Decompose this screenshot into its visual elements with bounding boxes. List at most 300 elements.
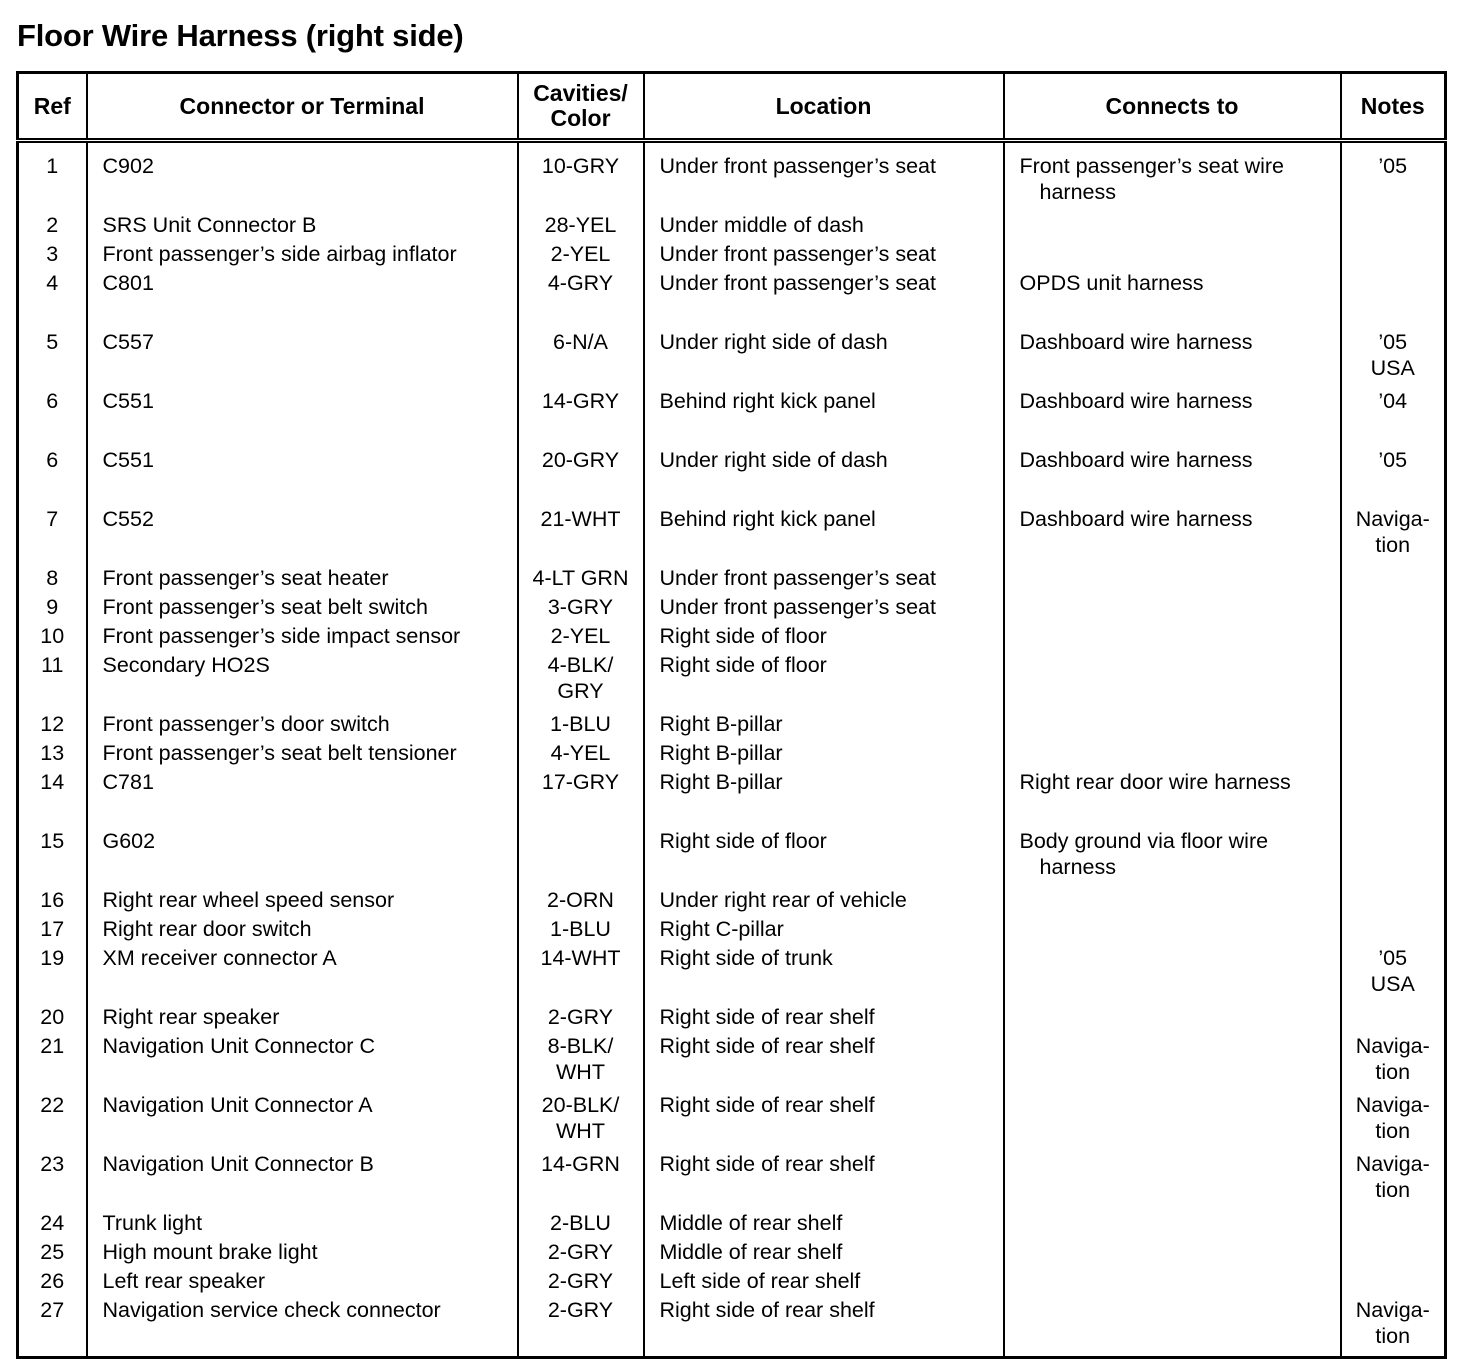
notes-cell — [1341, 565, 1446, 594]
connects-to-value: OPDS unit harness — [1019, 271, 1204, 295]
table-row — [18, 711, 1446, 740]
location-value: Right side of floor — [659, 829, 827, 853]
location-value: Right B-pillar — [659, 741, 783, 765]
connector-cell — [87, 447, 518, 506]
location-value: Right side of trunk — [659, 946, 833, 970]
location-value: Middle of rear shelf — [659, 1211, 843, 1235]
connector-cell — [87, 270, 518, 329]
connects-to-cell — [1004, 1092, 1341, 1151]
location-cell — [644, 652, 1004, 711]
table-row — [18, 1151, 1446, 1210]
ref-value: 3 — [46, 242, 59, 266]
notes-cell — [1341, 916, 1446, 945]
ref-cell — [18, 652, 87, 711]
location-cell — [644, 1210, 1004, 1239]
table-row — [18, 1210, 1446, 1239]
connects-to-cell — [1004, 711, 1341, 740]
ref-cell — [18, 623, 87, 652]
ref-value: 1 — [46, 154, 59, 178]
connects-to-cell — [1004, 740, 1341, 769]
cavities-value: 17-GRY — [541, 770, 620, 794]
location-cell — [644, 565, 1004, 594]
cavities-cell — [518, 388, 644, 447]
connects-to-cell — [1004, 270, 1341, 329]
connector-value: G602 — [102, 829, 156, 853]
table-row — [18, 270, 1446, 329]
connector-value: Front passenger’s seat belt tensioner — [102, 741, 457, 765]
table-row — [18, 623, 1446, 652]
ref-value: 8 — [46, 566, 59, 590]
cavities-value: 2-BLU — [550, 1211, 611, 1235]
cavities-cell — [518, 565, 644, 594]
connector-cell — [87, 711, 518, 740]
location-value: Right side of rear shelf — [659, 1034, 875, 1058]
cavities-cell — [518, 916, 644, 945]
location-value: Right side of rear shelf — [659, 1152, 875, 1176]
ref-value: 15 — [40, 829, 65, 853]
table-row — [18, 1004, 1446, 1033]
connector-cell — [87, 388, 518, 447]
notes-value: tion — [1375, 533, 1411, 557]
connector-cell — [87, 652, 518, 711]
notes-cell — [1341, 623, 1446, 652]
ref-cell — [18, 1151, 87, 1210]
location-value: Under front passenger’s seat — [659, 271, 936, 295]
notes-cell — [1341, 212, 1446, 241]
ref-value: 25 — [40, 1240, 65, 1264]
notes-cell — [1341, 1297, 1446, 1358]
connector-value: C551 — [102, 448, 154, 472]
column-header-ref: Ref — [18, 73, 87, 141]
harness-table — [16, 71, 1447, 1359]
ref-value: 19 — [40, 946, 65, 970]
connects-to-cell — [1004, 652, 1341, 711]
ref-cell — [18, 594, 87, 623]
page-title: Floor Wire Harness (right side) — [17, 18, 464, 53]
column-header-cavities — [518, 73, 644, 141]
ref-cell — [18, 1297, 87, 1358]
cavities-value: WHT — [556, 1119, 605, 1143]
notes-value: ’05 — [1378, 154, 1408, 178]
table-row — [18, 887, 1446, 916]
location-value: Right side of floor — [659, 653, 827, 677]
cavities-value: 4-BLK/ — [547, 653, 614, 677]
cavities-value: 2-ORN — [547, 888, 614, 912]
ref-value: 5 — [46, 330, 59, 354]
location-cell — [644, 828, 1004, 887]
notes-cell — [1341, 447, 1446, 506]
ref-cell — [18, 1092, 87, 1151]
ref-value: 12 — [40, 712, 65, 736]
connects-to-cell — [1004, 241, 1341, 270]
cavities-value: 21-WHT — [540, 507, 621, 531]
notes-cell — [1341, 711, 1446, 740]
cavities-value: 3-GRY — [547, 595, 614, 619]
connector-cell — [87, 828, 518, 887]
connector-cell — [87, 769, 518, 828]
connector-cell — [87, 212, 518, 241]
table-row — [18, 1239, 1446, 1268]
location-cell — [644, 711, 1004, 740]
cavities-value: WHT — [556, 1060, 605, 1084]
ref-value: 11 — [41, 653, 64, 677]
ref-cell — [18, 828, 87, 887]
connects-to-cell — [1004, 388, 1341, 447]
cavities-cell — [518, 1268, 644, 1297]
connector-cell — [87, 565, 518, 594]
location-cell — [644, 1297, 1004, 1358]
location-value: Right B-pillar — [659, 770, 783, 794]
cavities-cell — [518, 740, 644, 769]
ref-value: 23 — [40, 1152, 65, 1176]
ref-cell — [18, 447, 87, 506]
cavities-value: 28-YEL — [544, 213, 617, 237]
cavities-cell — [518, 241, 644, 270]
cavities-value: 6-N/A — [553, 330, 608, 354]
connector-cell — [87, 141, 518, 213]
connector-value: Navigation service check connector — [102, 1298, 441, 1322]
location-value: Behind right kick panel — [659, 507, 876, 531]
connector-cell — [87, 945, 518, 1004]
cavities-value: 2-GRY — [547, 1269, 614, 1293]
location-cell — [644, 506, 1004, 565]
table-row — [18, 241, 1446, 270]
table-row — [18, 652, 1446, 711]
table-body — [18, 141, 1446, 1358]
ref-value: 10 — [40, 624, 65, 648]
notes-value: ’05 — [1378, 946, 1408, 970]
cavities-cell — [518, 828, 644, 887]
connects-to-value: Dashboard wire harness — [1019, 448, 1253, 472]
location-value: Right side of floor — [659, 624, 827, 648]
connects-to-value: Front passenger’s seat wire — [1019, 154, 1284, 178]
connector-value: Right rear wheel speed sensor — [102, 888, 395, 912]
location-cell — [644, 1239, 1004, 1268]
notes-value: Naviga- — [1355, 1298, 1430, 1322]
connects-to-cell — [1004, 1004, 1341, 1033]
table-row — [18, 945, 1446, 1004]
cavities-cell — [518, 270, 644, 329]
connects-to-cell — [1004, 141, 1341, 213]
connector-cell — [87, 241, 518, 270]
connects-to-value: Dashboard wire harness — [1019, 330, 1253, 354]
table-row — [18, 506, 1446, 565]
notes-cell — [1341, 1004, 1446, 1033]
cavities-value: 14-GRY — [541, 389, 620, 413]
connector-value: Secondary HO2S — [102, 653, 270, 677]
connects-to-cell — [1004, 623, 1341, 652]
connector-value: C801 — [102, 271, 154, 295]
cavities-value: 14-GRN — [541, 1152, 620, 1176]
notes-value: ’05 — [1378, 330, 1408, 354]
cavities-value: 20-GRY — [541, 448, 620, 472]
ref-cell — [18, 711, 87, 740]
connector-value: High mount brake light — [102, 1240, 318, 1264]
table-row — [18, 594, 1446, 623]
ref-value: 2 — [46, 213, 59, 237]
notes-cell — [1341, 1092, 1446, 1151]
connects-to-cell — [1004, 506, 1341, 565]
connector-cell — [87, 1004, 518, 1033]
ref-cell — [18, 1004, 87, 1033]
location-cell — [644, 212, 1004, 241]
location-value: Right side of rear shelf — [659, 1298, 875, 1322]
connects-to-cell — [1004, 916, 1341, 945]
notes-cell — [1341, 329, 1446, 388]
cavities-cell — [518, 1004, 644, 1033]
notes-value: tion — [1375, 1324, 1411, 1348]
ref-cell — [18, 1210, 87, 1239]
connector-value: Front passenger’s side airbag inflator — [102, 242, 457, 266]
cavities-value: GRY — [557, 679, 604, 703]
notes-cell — [1341, 241, 1446, 270]
cavities-cell — [518, 329, 644, 388]
connector-cell — [87, 506, 518, 565]
connects-to-cell — [1004, 1239, 1341, 1268]
connects-to-cell — [1004, 1033, 1341, 1092]
table-row — [18, 1297, 1446, 1358]
notes-cell — [1341, 740, 1446, 769]
notes-cell — [1341, 1239, 1446, 1268]
cavities-value: 2-GRY — [547, 1240, 614, 1264]
notes-value: tion — [1375, 1060, 1411, 1084]
ref-cell — [18, 1239, 87, 1268]
location-value: Middle of rear shelf — [659, 1240, 843, 1264]
location-cell — [644, 1151, 1004, 1210]
table-row — [18, 141, 1446, 213]
location-value: Under front passenger’s seat — [659, 566, 936, 590]
location-value: Under right rear of vehicle — [659, 888, 907, 912]
ref-cell — [18, 1268, 87, 1297]
connects-to-cell — [1004, 212, 1341, 241]
connects-to-cell — [1004, 1297, 1341, 1358]
ref-cell — [18, 769, 87, 828]
table-row — [18, 769, 1446, 828]
location-value: Right side of rear shelf — [659, 1093, 875, 1117]
location-value: Under front passenger’s seat — [659, 595, 936, 619]
table-row — [18, 388, 1446, 447]
notes-cell — [1341, 388, 1446, 447]
notes-value: Naviga- — [1355, 1034, 1430, 1058]
connector-value: Right rear speaker — [102, 1005, 280, 1029]
table-row — [18, 1268, 1446, 1297]
table-row — [18, 212, 1446, 241]
table-row — [18, 1092, 1446, 1151]
connector-cell — [87, 1092, 518, 1151]
location-cell — [644, 769, 1004, 828]
notes-cell — [1341, 270, 1446, 329]
location-value: Under right side of dash — [659, 448, 888, 472]
connects-to-cell — [1004, 565, 1341, 594]
location-value: Behind right kick panel — [659, 389, 876, 413]
table-row — [18, 1033, 1446, 1092]
table-row — [18, 447, 1446, 506]
connector-value: Front passenger’s seat heater — [102, 566, 389, 590]
ref-value: 26 — [40, 1269, 65, 1293]
connector-cell — [87, 1239, 518, 1268]
notes-cell — [1341, 1033, 1446, 1092]
location-cell — [644, 270, 1004, 329]
location-cell — [644, 241, 1004, 270]
connects-to-cell — [1004, 1210, 1341, 1239]
notes-value: ’04 — [1378, 389, 1408, 413]
column-header-cavities-line1: Cavities/ — [533, 80, 628, 106]
column-header-cavities-line2: Color — [550, 105, 611, 131]
ref-cell — [18, 388, 87, 447]
cavities-value: 14-WHT — [540, 946, 621, 970]
location-value: Under right side of dash — [659, 330, 888, 354]
connects-to-cell — [1004, 447, 1341, 506]
cavities-cell — [518, 1092, 644, 1151]
cavities-cell — [518, 1239, 644, 1268]
location-value: Under front passenger’s seat — [659, 154, 936, 178]
connects-to-value: Right rear door wire harness — [1019, 770, 1291, 794]
ref-cell — [18, 506, 87, 565]
location-cell — [644, 916, 1004, 945]
connector-cell — [87, 1033, 518, 1092]
location-value: Right side of rear shelf — [659, 1005, 875, 1029]
ref-value: 14 — [40, 770, 65, 794]
connector-value: Front passenger’s side impact sensor — [102, 624, 461, 648]
ref-cell — [18, 329, 87, 388]
connector-value: XM receiver connector A — [102, 946, 337, 970]
ref-cell — [18, 740, 87, 769]
connects-to-cell — [1004, 329, 1341, 388]
ref-cell — [18, 916, 87, 945]
cavities-cell — [518, 594, 644, 623]
location-cell — [644, 141, 1004, 213]
cavities-cell — [518, 212, 644, 241]
notes-cell — [1341, 506, 1446, 565]
notes-cell — [1341, 1151, 1446, 1210]
ref-cell — [18, 565, 87, 594]
cavities-cell — [518, 1151, 644, 1210]
connector-value: C557 — [102, 330, 154, 354]
location-value: Right C-pillar — [659, 917, 784, 941]
ref-value: 24 — [40, 1211, 65, 1235]
connects-to-value: Dashboard wire harness — [1019, 507, 1253, 531]
connector-cell — [87, 1268, 518, 1297]
connector-cell — [87, 1297, 518, 1358]
connector-value: C781 — [102, 770, 154, 794]
cavities-value: 4-GRY — [547, 271, 614, 295]
ref-value: 22 — [40, 1093, 65, 1117]
cavities-cell — [518, 1033, 644, 1092]
notes-cell — [1341, 1210, 1446, 1239]
cavities-value: 2-GRY — [547, 1298, 614, 1322]
table-row — [18, 828, 1446, 887]
connector-value: Navigation Unit Connector A — [102, 1093, 373, 1117]
location-cell — [644, 1033, 1004, 1092]
connects-to-cell — [1004, 828, 1341, 887]
connector-cell — [87, 1151, 518, 1210]
ref-value: 9 — [46, 595, 59, 619]
column-header-connects-to: Connects to — [1004, 73, 1341, 141]
notes-cell — [1341, 769, 1446, 828]
cavities-value: 4-LT GRN — [532, 566, 629, 590]
connector-cell — [87, 887, 518, 916]
location-cell — [644, 740, 1004, 769]
connector-cell — [87, 329, 518, 388]
ref-value: 13 — [40, 741, 65, 765]
connector-value: C552 — [102, 507, 154, 531]
location-value: Under middle of dash — [659, 213, 864, 237]
cavities-cell — [518, 945, 644, 1004]
connector-value: Navigation Unit Connector C — [102, 1034, 375, 1058]
cavities-cell — [518, 447, 644, 506]
notes-value: USA — [1370, 972, 1415, 996]
ref-cell — [18, 212, 87, 241]
ref-cell — [18, 1033, 87, 1092]
table-row — [18, 740, 1446, 769]
ref-value: 4 — [46, 271, 59, 295]
connector-cell — [87, 916, 518, 945]
notes-value: Naviga- — [1355, 1152, 1430, 1176]
location-cell — [644, 887, 1004, 916]
column-header-connector: Connector or Terminal — [87, 73, 518, 141]
cavities-value: 2-YEL — [550, 624, 611, 648]
cavities-cell — [518, 887, 644, 916]
location-value: Right B-pillar — [659, 712, 783, 736]
notes-value: USA — [1370, 356, 1415, 380]
connects-to-value: Dashboard wire harness — [1019, 389, 1253, 413]
location-value: Left side of rear shelf — [659, 1269, 861, 1293]
notes-cell — [1341, 828, 1446, 887]
column-header-location: Location — [644, 73, 1004, 141]
notes-value: ’05 — [1378, 448, 1408, 472]
location-cell — [644, 594, 1004, 623]
connector-value: Front passenger’s seat belt switch — [102, 595, 428, 619]
connector-value: Left rear speaker — [102, 1269, 266, 1293]
cavities-cell — [518, 1297, 644, 1358]
ref-value: 20 — [40, 1005, 65, 1029]
ref-value: 16 — [40, 888, 65, 912]
connector-cell — [87, 594, 518, 623]
location-cell — [644, 1004, 1004, 1033]
cavities-value: 2-YEL — [550, 242, 611, 266]
notes-cell — [1341, 652, 1446, 711]
connector-value: C902 — [102, 154, 154, 178]
notes-value: Naviga- — [1355, 507, 1430, 531]
connector-cell — [87, 1210, 518, 1239]
location-cell — [644, 945, 1004, 1004]
connector-cell — [87, 740, 518, 769]
connects-to-value: harness — [1039, 855, 1116, 879]
location-cell — [644, 329, 1004, 388]
notes-value: tion — [1375, 1178, 1411, 1202]
notes-cell — [1341, 141, 1446, 213]
connects-to-cell — [1004, 945, 1341, 1004]
connector-cell — [87, 623, 518, 652]
column-header-notes: Notes — [1341, 73, 1446, 141]
ref-value: 7 — [46, 507, 59, 531]
cavities-cell — [518, 769, 644, 828]
table-header-row — [18, 73, 1446, 141]
connector-value: Right rear door switch — [102, 917, 312, 941]
notes-cell — [1341, 887, 1446, 916]
notes-cell — [1341, 594, 1446, 623]
location-value: Under front passenger’s seat — [659, 242, 936, 266]
connects-to-cell — [1004, 887, 1341, 916]
notes-value: Naviga- — [1355, 1093, 1430, 1117]
ref-cell — [18, 887, 87, 916]
connector-value: Navigation Unit Connector B — [102, 1152, 374, 1176]
connects-to-value: Body ground via floor wire — [1019, 829, 1269, 853]
ref-cell — [18, 270, 87, 329]
cavities-value: 2-GRY — [547, 1005, 614, 1029]
notes-cell — [1341, 1268, 1446, 1297]
ref-value: 17 — [40, 917, 65, 941]
